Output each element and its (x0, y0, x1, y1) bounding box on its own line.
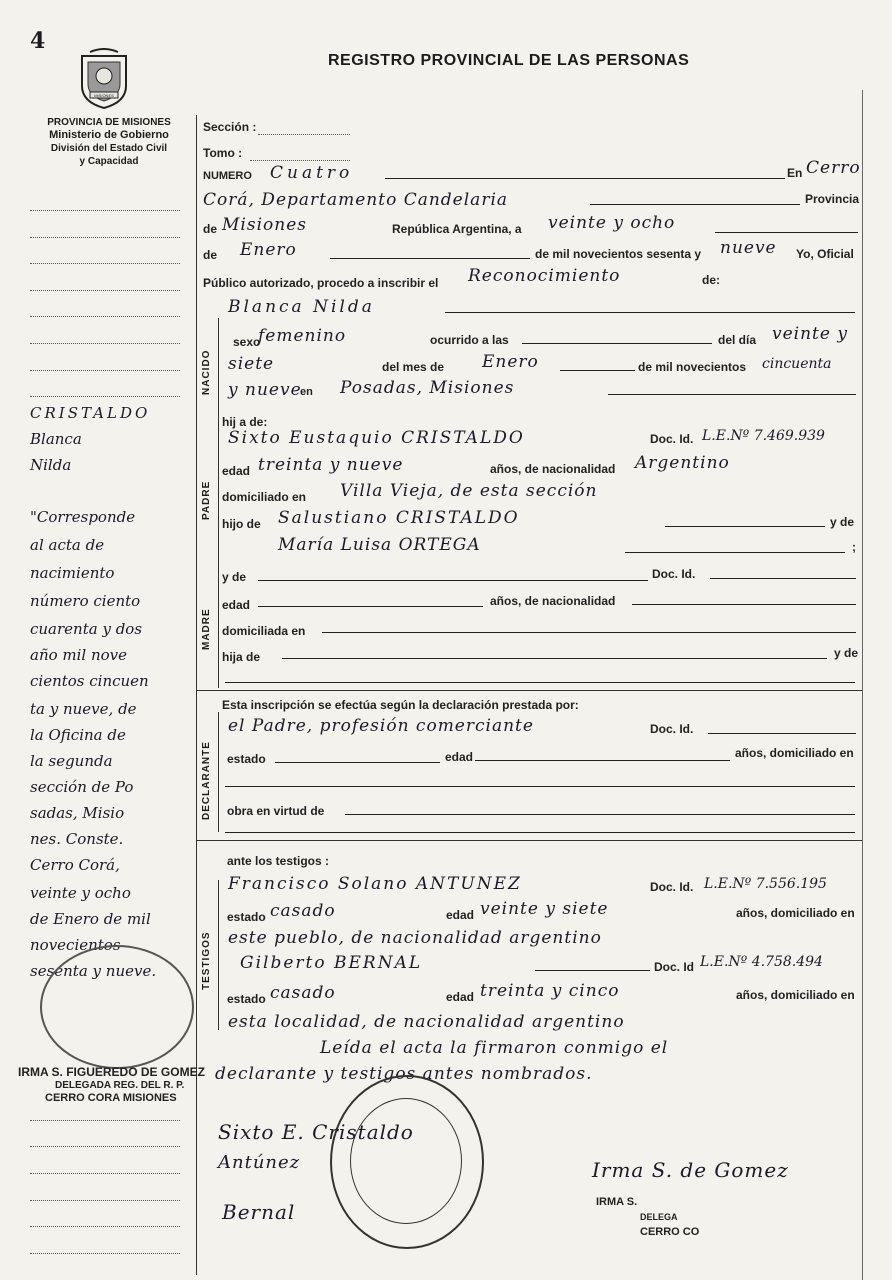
section-label-testigos: TESTIGOS (201, 931, 212, 990)
field-abuelo: Salustiano CRISTALDO (278, 508, 520, 528)
label-del-mes: del mes de (382, 360, 445, 374)
label-sexo: sexo (233, 335, 261, 349)
margin-line: "Corresponde (30, 508, 136, 526)
label-doc-id-t1: Doc. Id. (650, 880, 694, 894)
label-provincia: Provincia (805, 192, 860, 206)
section-label-nacido: NACIDO (201, 349, 212, 395)
field-testigo2-dom: esta localidad, de nacionalidad argentino (228, 1012, 625, 1032)
field-sexo: femenino (258, 326, 347, 346)
label-edad-t2: edad (446, 990, 475, 1004)
form-left-border (196, 115, 197, 1275)
label-edad-madre: edad (222, 598, 251, 612)
field-acto: Reconocimiento (468, 266, 621, 286)
label-en-small: en (300, 386, 313, 398)
official-seal-left (40, 945, 194, 1069)
stamp-left-line2: DELEGADA REG. DEL R. P. (55, 1080, 185, 1091)
provincial-crest-icon (76, 48, 132, 110)
field-cierre2: declarante y testigos antes nombrados. (215, 1064, 593, 1084)
label-y-de: y de (830, 515, 855, 529)
field-padre-edad: treinta y nueve (258, 455, 404, 475)
margin-line: cientos cincuen (30, 672, 149, 690)
stamp-left-line1: IRMA S. FIGUEREDO DE GOMEZ (18, 1065, 205, 1079)
field-testigo1: Francisco Solano ANTUNEZ (228, 874, 522, 894)
label-anos-dom-t1: años, domiciliado en (736, 906, 855, 920)
section-divider (196, 840, 862, 841)
margin-line: la Oficina de (30, 726, 126, 744)
field-en-place: Cerro (806, 158, 861, 178)
label-de-mil-nov: de mil novecientos (638, 360, 747, 374)
label-anos-dom-t2: años, domiciliado en (736, 988, 855, 1002)
label-hij-a-de: hij a de: (222, 415, 268, 429)
section-divider (218, 880, 219, 1030)
field-testigo2: Gilberto BERNAL (240, 953, 423, 973)
margin-line: CRISTALDO (30, 404, 151, 422)
institution-capacity: y Capacidad (79, 156, 139, 167)
margin-line: sección de Po (30, 778, 134, 796)
field-testigo1-dom: este pueblo, de nacionalidad argentino (228, 928, 602, 948)
crest-text: MISIONES (94, 93, 114, 98)
margin-line: nes. Conste. (30, 830, 124, 848)
label-y-de-hija: y de (834, 646, 859, 660)
label-inscripcion: Esta inscripción se efectúa según la declaración prestada por: (222, 698, 579, 712)
label-obra: obra en virtud de (227, 804, 325, 818)
official-seal-center-inner (350, 1098, 462, 1224)
label-de-colon: de: (702, 273, 720, 287)
label-en: En (787, 166, 803, 180)
section-divider (218, 712, 219, 832)
label-yo-oficial: Yo, Oficial (796, 247, 854, 261)
margin-line: Cerro Corá, (30, 856, 120, 874)
section-label-padre: PADRE (201, 480, 212, 520)
stamp-right-line2: DELEGA (640, 1212, 678, 1222)
institution-division: División del Estado Civil (50, 143, 168, 154)
label-edad-t1: edad (446, 908, 475, 922)
label-semicolon: ; (852, 540, 856, 554)
stamp-right-line3: CERRO CO (640, 1226, 700, 1238)
section-label-declarante: DECLARANTE (201, 741, 212, 820)
field-padre-nac: Argentino (635, 453, 730, 473)
label-anos-dom-decl: años, domiciliado en (735, 746, 854, 760)
label-anos-nac-madre: años, de nacionalidad (490, 594, 616, 608)
label-ante: ante los testigos : (227, 854, 330, 868)
institution-province: PROVINCIA DE MISIONES (47, 117, 171, 128)
label-edad-padre: edad (222, 464, 251, 478)
field-mes: Enero (240, 240, 297, 260)
margin-line: Blanca (30, 430, 82, 448)
margin-line: veinte y ocho (30, 884, 131, 902)
margin-line: cuarenta y dos (30, 620, 143, 638)
label-ocurrido: ocurrido a las (430, 333, 509, 347)
label-edad-decl: edad (445, 750, 474, 764)
field-padre-doc: L.E.Nº 7.469.939 (702, 428, 825, 444)
label-seccion: Sección : (203, 120, 257, 134)
label-doc-id-t2: Doc. Id (654, 960, 695, 974)
field-padre-nombre: Sixto Eustaquio CRISTALDO (228, 428, 525, 448)
institution-ministry: Ministerio de Gobierno (49, 129, 169, 141)
field-testigo2-estado: casado (270, 983, 336, 1003)
margin-line: sadas, Misio (30, 804, 125, 822)
document-title: REGISTRO PROVINCIAL DE LAS PERSONAS (328, 52, 690, 69)
margin-line: ta y nueve, de (30, 700, 137, 718)
margin-line: Nilda (30, 456, 72, 474)
label-de2: de (203, 248, 218, 262)
field-dia-nac2: siete (228, 354, 275, 374)
field-testigo2-edad: treinta y cinco (480, 981, 620, 1001)
label-estado-t2: estado (227, 992, 266, 1006)
label-doc-id-decl: Doc. Id. (650, 722, 694, 736)
field-dia: veinte y ocho (548, 213, 676, 233)
field-anio-nac: cincuenta (762, 356, 832, 372)
label-de: de (203, 222, 218, 236)
label-publico: Público autorizado, procedo a inscribir el (203, 276, 439, 290)
signature-testigo2: Bernal (222, 1200, 296, 1224)
field-place2: Corá, Departamento Candelaria (203, 190, 509, 210)
field-abuela: María Luisa ORTEGA (278, 535, 481, 555)
field-cierre1: Leída el acta la firmaron conmigo el (320, 1038, 669, 1058)
field-dia-nac: veinte y (772, 324, 848, 344)
field-testigo1-doc: L.E.Nº 7.556.195 (704, 876, 827, 892)
label-hija-de: hija de (222, 650, 261, 664)
field-testigo1-estado: casado (270, 901, 336, 921)
label-republica: República Argentina, a (392, 222, 522, 236)
margin-line: año mil nove (30, 646, 128, 664)
label-y-de-madre: y de (222, 570, 247, 584)
field-padre-dom: Villa Vieja, de esta sección (340, 481, 598, 501)
form-right-border (862, 90, 863, 1280)
label-domiciliada: domiciliada en (222, 624, 306, 638)
margin-line: de Enero de mil (30, 910, 151, 928)
field-anio: nueve (720, 238, 777, 258)
label-doc-id-madre: Doc. Id. (652, 567, 696, 581)
label-tomo: Tomo : (203, 146, 243, 160)
margin-line: al acta de (30, 536, 105, 554)
field-numero: Cuatro (270, 163, 354, 183)
label-numero: NUMERO (203, 170, 252, 182)
section-label-madre: MADRE (201, 608, 212, 650)
label-hijo-de: hijo de (222, 517, 261, 531)
margin-line: sesenta y nueve. (30, 962, 157, 980)
label-domiciliado-padre: domiciliado en (222, 490, 307, 504)
field-declarante: el Padre, profesión comerciante (228, 716, 534, 736)
label-anos-nac-padre: años, de nacionalidad (490, 462, 616, 476)
stamp-right-line1: IRMA S. (596, 1196, 638, 1208)
signature-declarante: Sixto E. Cristaldo (218, 1120, 414, 1144)
margin-line: novecientos (30, 936, 121, 954)
margin-line: la segunda (30, 752, 113, 770)
label-de-mil: de mil novecientos sesenta y (535, 247, 702, 261)
field-testigo1-edad: veinte y siete (480, 899, 609, 919)
section-divider (218, 318, 219, 688)
field-anio-nac2: y nueve (228, 380, 302, 400)
label-doc-id-padre: Doc. Id. (650, 432, 694, 446)
signature-officer: Irma S. de Gomez (592, 1158, 789, 1182)
field-testigo2-doc: L.E.Nº 4.758.494 (700, 954, 823, 970)
signature-testigo1: Antúnez (218, 1152, 301, 1173)
field-nombre: Blanca Nilda (228, 297, 375, 317)
field-lugar-nac: Posadas, Misiones (340, 378, 515, 398)
label-del-dia: del día (718, 333, 757, 347)
field-de-prov: Misiones (222, 215, 307, 235)
institution-block (26, 116, 192, 168)
label-estado-t1: estado (227, 910, 266, 924)
label-estado-decl: estado (227, 752, 266, 766)
page-number: 4 (30, 28, 46, 54)
field-mes-nac: Enero (482, 352, 539, 372)
margin-line: nacimiento (30, 564, 115, 582)
margin-line: número ciento (30, 592, 141, 610)
stamp-left-line3: CERRO CORA MISIONES (45, 1092, 177, 1104)
section-divider (196, 690, 862, 691)
